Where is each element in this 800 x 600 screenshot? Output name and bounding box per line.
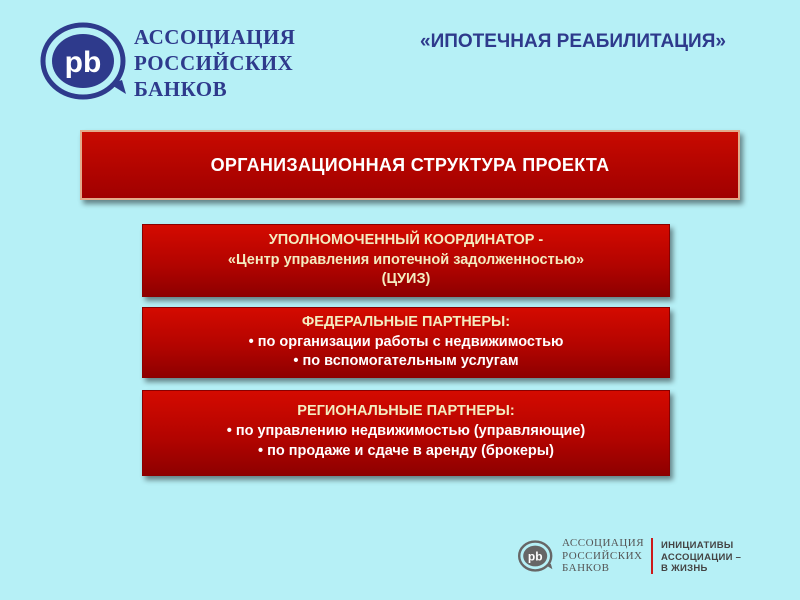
structure-title-box bbox=[80, 130, 740, 200]
svg-text:pb: pb bbox=[527, 549, 543, 564]
footer-association-line: РОССИЙСКИХ bbox=[562, 549, 643, 562]
regional-partners-heading: РЕГИОНАЛЬНЫЕ ПАРТНЕРЫ: bbox=[297, 403, 515, 419]
federal-partners-box bbox=[142, 307, 670, 378]
association-name-line: АССОЦИАЦИЯ bbox=[134, 25, 296, 49]
structure-title: ОРГАНИЗАЦИОННАЯ СТРУКТУРА ПРОЕКТА bbox=[210, 155, 610, 175]
svg-text:pb: pb bbox=[64, 46, 102, 79]
coordinator-heading: УПОЛНОМОЧЕННЫЙ КООРДИНАТОР - bbox=[268, 232, 544, 248]
coordinator-name: «Центр управления ипотечной задолженностью» bbox=[227, 251, 585, 268]
rb-logo-icon bbox=[40, 22, 130, 100]
coordinator-box bbox=[142, 224, 670, 297]
footer-slogan-line: ИНИЦИАТИВЫ bbox=[661, 540, 734, 551]
association-name-line: РОССИЙСКИХ bbox=[134, 51, 294, 75]
project-title: «ИПОТЕЧНАЯ РЕАБИЛИТАЦИЯ» bbox=[420, 31, 726, 52]
federal-partners-heading: ФЕДЕРАЛЬНЫЕ ПАРТНЕРЫ: bbox=[301, 314, 511, 330]
federal-partners-item: • по организации работы с недвижимостью bbox=[248, 333, 564, 350]
federal-partners-item: • по вспомогательным услугам bbox=[293, 353, 519, 369]
footer-association-line: АССОЦИАЦИЯ bbox=[562, 537, 645, 549]
coordinator-abbr: (ЦУИЗ) bbox=[381, 271, 431, 287]
footer-slogan bbox=[661, 540, 741, 575]
association-name-line: БАНКОВ bbox=[134, 77, 228, 101]
rb-footer-logo-icon bbox=[518, 539, 554, 573]
footer-association-name bbox=[562, 537, 644, 575]
footer-association-line: БАНКОВ bbox=[562, 562, 610, 574]
regional-partners-box bbox=[142, 390, 670, 476]
footer-slogan-line: АССОЦИАЦИИ – bbox=[661, 551, 742, 563]
footer-slogan-line: В ЖИЗНЬ bbox=[661, 563, 708, 574]
regional-partners-item: • по продаже и сдаче в аренду (брокеры) bbox=[258, 443, 554, 459]
regional-partners-item: • по управлению недвижимостью (управляющие) bbox=[226, 423, 586, 439]
association-name bbox=[134, 24, 295, 102]
footer-divider bbox=[651, 538, 653, 574]
